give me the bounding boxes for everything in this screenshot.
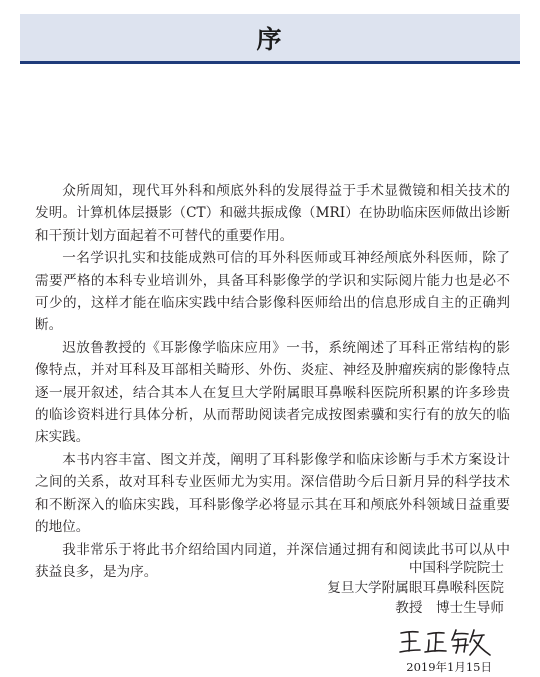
signature-affiliation: 复旦大学附属眼耳鼻喉科医院 xyxy=(327,580,504,596)
preface-body xyxy=(35,180,510,583)
signature-title-academician: 中国科学院院士 xyxy=(408,560,504,576)
page-title: 序 xyxy=(256,24,284,54)
handwritten-signature xyxy=(398,624,498,660)
signature-position: 教授 博士生导师 xyxy=(395,600,504,616)
title-bar xyxy=(20,14,520,64)
paragraph-2: 一名学识扎实和技能成熟可信的耳外科医师或耳神经颅底外科医师，除了需要严格的本科专业培训外，具备耳科影像学的学识和实际阅片能力也是必不可少的，这样才能在临床实践中结合影像科医师给出的信息形成自主的正确判断。 xyxy=(35,250,510,334)
paragraph-3: 迟放鲁教授的《耳影像学临床应用》一书，系统阐述了耳科正常结构的影像特点，并对耳科及耳部相关畸形、外伤、炎症、神经及肿瘤疾病的影像特点逐一展开叙述，结合其本人在复旦大学附属眼耳鼻喉科医院所积累的许多珍贵的临诊资料进行具体分析，从而帮助阅读者完成按图索骥和实行有的放矢的临床实践。 xyxy=(35,339,510,446)
paragraph-1: 众所周知，现代耳外科和颅底外科的发展得益于手术显微镜和相关技术的发明。计算机体层摄影（CT）和磁共振成像（MRI）在协助临床医师做出诊断和干预计划方面起着不可替代的重要作用。 xyxy=(35,183,510,244)
signature-block xyxy=(327,558,504,618)
paragraph-5: 我非常乐于将此书介绍给国内同道，并深信通过拥有和阅读此书可以从中获益良多，是为序。 xyxy=(35,541,510,580)
paragraph-4: 本书内容丰富、图文并茂，阐明了耳科影像学和临床诊断与手术方案设计之间的关系，故对耳科专业医师尤为实用。深信借助今后日新月异的科学技术和不断深入的临床实践，耳科影像学必将显示其在耳和颅底外科领域日益重要的地位。 xyxy=(35,451,510,536)
signature-date: 2019年1月15日 xyxy=(406,660,492,674)
